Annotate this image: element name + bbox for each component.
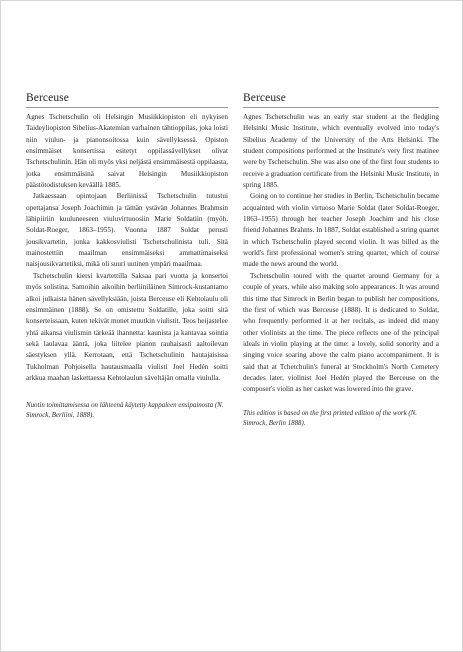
finnish-paragraph-3: Tschetschulin kiersi kvartettilla Saksaa pari vuotta ja konsertoi myös solistina. Samoihin aikoihin berliiniläinen Simrock-kustantamo alkoi julkaista hänen sävellyksiään, joista Berceuse eli Kehtolaulu oli ensimmäinen (1888). Se on omistettu Soldatille, joka soitti sitä konserteissaan, kuten tekivät monet muutkin viulistit. Teos heijastelee yhtä aikansa viulismin tärkeää ihannetta: kaunista ja kantavaa sointia sekä laulavaa ääntä, joka liitelee pianon rauhaisasti aaltoilevan säestyksen yllä. Kerrotaan, että Tschetschulinin hautajaisissa Tukholman Pohjoisella hautausmaalla viulisti Joel Hedén soitti arkkua maahan laskettaessa Kehtolaulun säveltäjän omalla viululla. [26,271,228,382]
english-column [243,92,439,429]
english-source-note: This edition is based on the first printed edition of the work (N. Simrock, Berlin 1888). [243,409,417,427]
english-paragraph-2: Going on to continue her studies in Berlin, Tschetschulin became acquainted with violin virtuoso Marie Soldat (later Soldat-Roeger, 1863–1955) through her teacher Joseph Joachim and his close friend Johannes Brahms. In 1887, Soldat established a string quartet in which Tschetschulin played second violin. It was billed as the world's first professional women's string quartet, which of course made the news around the world. [243,192,439,269]
finnish-column [26,92,228,422]
english-paragraph-1: Agnes Tschetschulin was an early star student at the fledgling Helsinki Music Institute, which eventually evolved into today's Sibelius Academy of the University of the Arts Helsinki. The student compositions performed at the Institute's very first matinee were by Tschetschulin. She was also one of the first four students to receive a graduation certificate from the Helsinki Music Institute, in spring 1885. [243,113,439,190]
finnish-title: Berceuse [26,92,228,108]
finnish-source-note: Nuotin toimittamisessa on lähteenä käytetty kappaleen ensipainosta (N. Simrock, Berliini, 1888). [26,402,224,420]
english-paragraph-3: Tschetschulin toured with the quartet around Germany for a couple of years, while also making solo appearances. It was around this time that Simrock in Berlin began to publish her compositions, the first of which was Berceuse (1888). It is dedicated to Soldat, who frequently performed it at her recitals, as indeed did many other violinists at the time. The piece reflects one of the principal ideals in violin playing at the time: a lovely, solid sonority and a singing voice soaring above the calm piano accompaniment. It is said that at Tchetchulin's funeral at Stockholm's North Cemetery decades later, violinist Joel Hedén played the Berceuse on the composer's violin as her casket was lowered into the grave. [243,271,439,394]
english-title: Berceuse [243,92,439,108]
finnish-paragraph-1: Agnes Tschetschulin oli Helsingin Musiikkiopiston eli nykyisen Taideyliopiston Sibelius-Akatemian varhainen tähtioppilas, joka loisti niin viulun- ja pianonsoitossa kuin sävellyksessä. Opiston ensimmäiset konsertissa esitetyt oppilassävellykset olivat Tschetschulinin. Hän oli myös yksi neljästä ensimmäisestä oppilaasta, jotka ensimmäisinä saivat Helsingin Musiikkiopiston päästötodistuksen keväällä 1885. [26,113,228,190]
finnish-paragraph-2: Jatkaessaan opintojaan Berliinissä Tschetschulin tutustui opettajansa Joseph Joachimin ja tämän ystävän Johannes Brahmsin lähipiiriin kuuluneeseen viuluvirtuoosiin Marie Soldatiin (myöh. Soldat-Roeger, 1863–1955). Vuonna 1887 Soldat perusti jousikvartetin, jonka kakkosviulisti Tschetschulinista tuli. Sitä mainostettiin maailman ensimmäiseksi ammattimaiseksi naisjousikvartetiksi, mikä oli suuri uutinen ympäri maailmaa. [26,192,228,269]
